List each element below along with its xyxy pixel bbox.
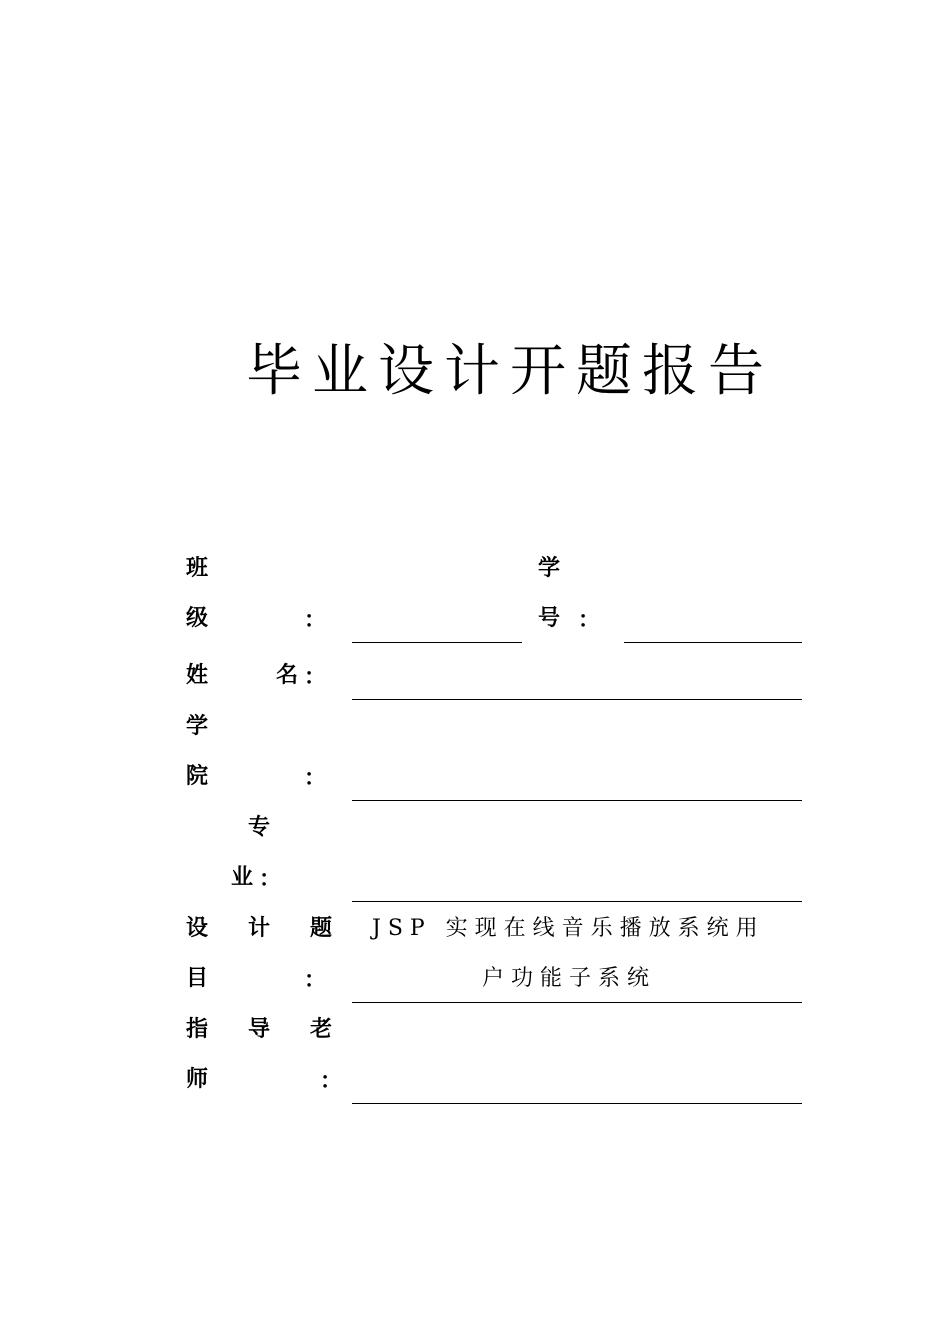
advisor-label-char-1: 指	[186, 1017, 209, 1042]
class-label-char-1: 班	[186, 556, 209, 581]
name-label-char-1: 姓	[186, 663, 209, 688]
class-field-line[interactable]	[352, 642, 522, 643]
name-field-line[interactable]	[352, 699, 802, 700]
college-field-line[interactable]	[352, 800, 802, 801]
topic-value-line-2: 户功能子系统	[482, 966, 657, 991]
topic-label-char-4: 目	[186, 966, 209, 991]
topic-label-char-2: 计	[248, 916, 271, 941]
major-label-colon: ：	[259, 867, 282, 892]
class-label-colon: ：	[304, 608, 327, 633]
topic-label-colon: ：	[304, 968, 327, 993]
topic-field-line[interactable]	[352, 1002, 802, 1003]
advisor-label-char-3: 老	[310, 1017, 333, 1042]
major-label-char-1: 专	[248, 815, 271, 840]
student-id-label-colon: ：	[578, 608, 601, 633]
advisor-field-line[interactable]	[352, 1103, 802, 1104]
advisor-label-char-2: 导	[248, 1017, 271, 1042]
student-id-label-char-2: 号	[538, 606, 561, 631]
topic-value-line-1: JSP 实现在线音乐播放系统用	[372, 916, 765, 941]
college-label-char-2: 院	[186, 764, 209, 789]
topic-label-char-3: 题	[310, 916, 333, 941]
name-label-colon: ：	[304, 665, 327, 690]
student-id-label-char-1: 学	[538, 556, 561, 581]
name-label-char-2: 名	[276, 663, 299, 688]
college-label-colon: ：	[304, 766, 327, 791]
class-label-char-2: 级	[186, 606, 209, 631]
major-label-char-2: 业	[231, 865, 254, 890]
college-label-char-1: 学	[186, 714, 209, 739]
major-field-line[interactable]	[352, 901, 802, 902]
advisor-label-colon: ：	[320, 1069, 343, 1094]
topic-label-char-1: 设	[186, 916, 209, 941]
advisor-label-char-4: 师	[186, 1067, 209, 1092]
student-id-field-line[interactable]	[624, 642, 802, 643]
page-title: 毕业设计开题报告	[246, 339, 774, 404]
